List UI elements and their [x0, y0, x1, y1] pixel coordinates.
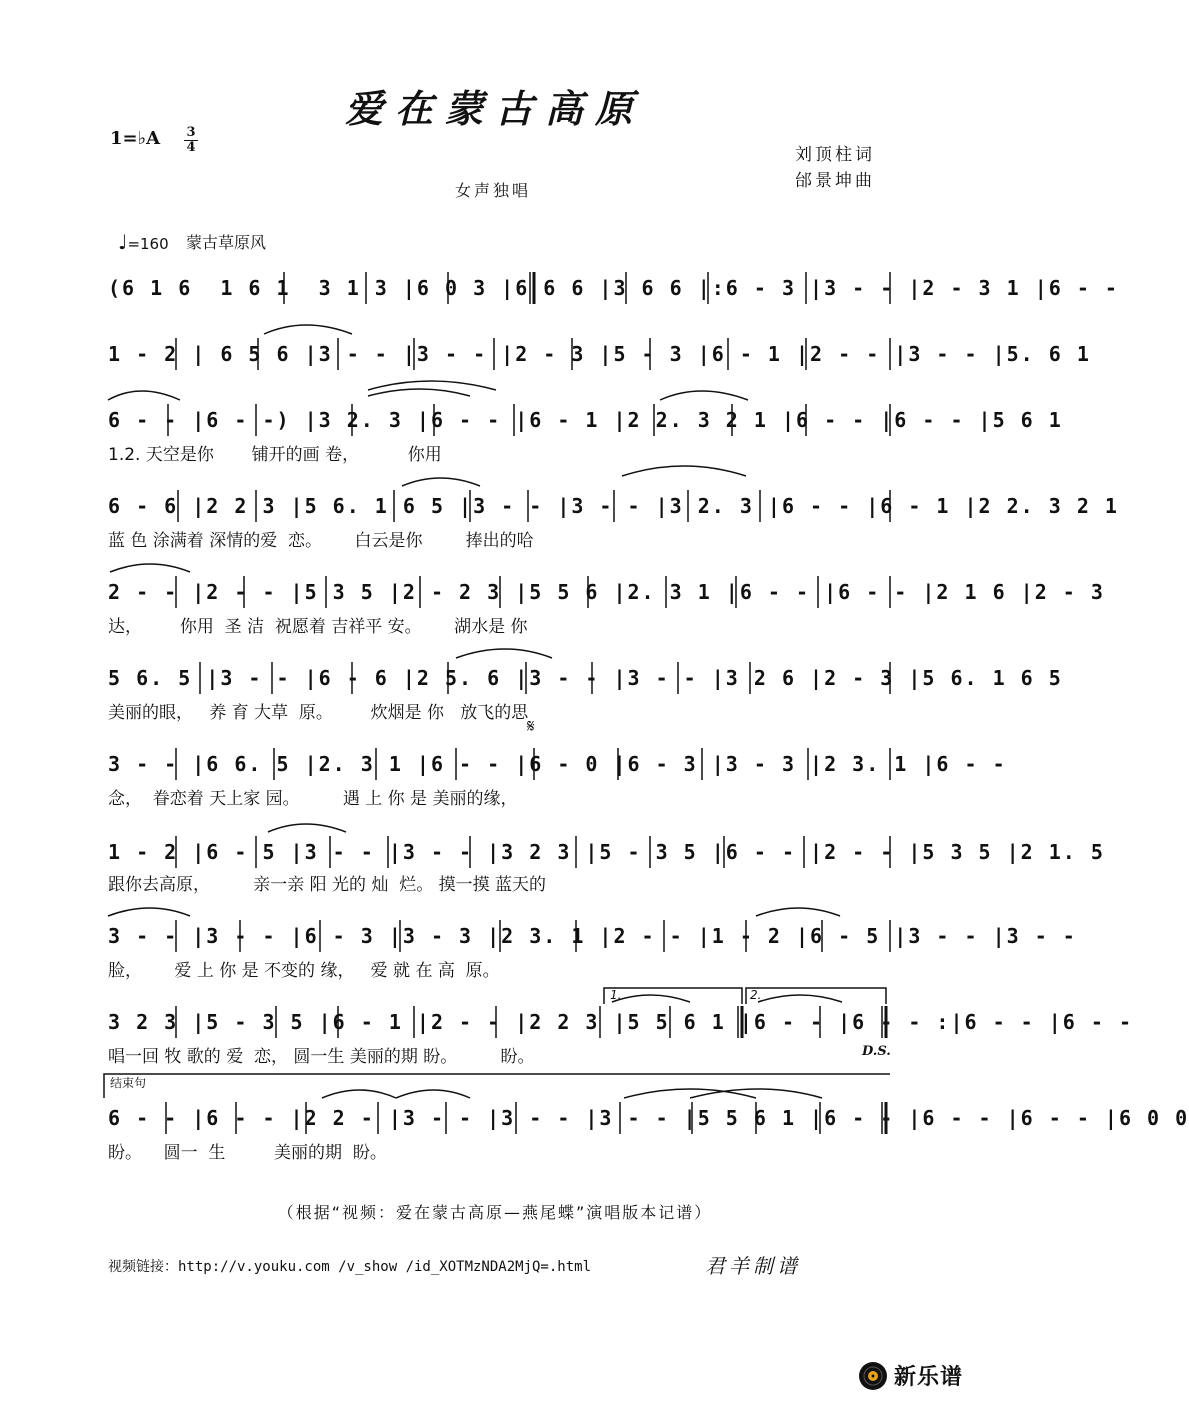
brand-logo [858, 1360, 963, 1391]
lyric-line-9: 脸， 爱 上 你 是 不变的 缘， 爱 就 在 高 原。 [108, 961, 500, 981]
composer-credit: 邰景坤曲 [795, 171, 875, 191]
video-link-label: 视频链接： [108, 1259, 178, 1275]
transcriber-signature: 君羊制谱 [705, 1254, 801, 1278]
volta-second-label: 2. [750, 988, 762, 1002]
score-line-3: 6 - - |6 - -) |3 2. 3 |6 - - |6 - 1 |2 2. 3 2 1 |6 - - |6 - - |5 6 1 [108, 408, 1063, 432]
song-title: 爱在蒙古高原 [344, 86, 645, 131]
vinyl-record-icon [858, 1361, 888, 1391]
lyric-line-3: 1.2. 天空是你 铺开的画 卷， 你用 [108, 445, 442, 465]
lyric-line-5: 达， 你用 圣 洁 祝愿着 吉祥平 安。 湖水是 你 [108, 617, 528, 637]
score-line-7: 3 - - |6 6. 5 |2. 3 1 |6 - - |6 - 0 |6 - 3 |3 - 3 |2 3. 1 |6 - - [108, 752, 1007, 776]
volta-first-label: 1. [610, 988, 622, 1002]
lyric-line-10: 唱一回 牧 歌的 爱 恋， 圆一生 美丽的期 盼。 盼。 [108, 1047, 535, 1067]
tempo-mark [118, 230, 169, 254]
score-line-6: 5 6. 5 |3 - - |6 - 6 |2 5. 6 |3 - - |3 - - |3 2 6 |2 - 3 |5 6. 1 6 5 [108, 666, 1063, 690]
score-line-11: 6 - - |6 - - |2 2 - |3 - - |3 - - |3 - - |5 5 6 1 |6 - - |6 - - |6 - - |6 0 0 [108, 1106, 1189, 1130]
score-line-9: 3 - - |3 - - |6 - 3 |3 - 3 |2 3. 1 |2 - - |1 - 2 |6 - 5 |3 - - |3 - - [108, 924, 1077, 948]
brand-name: 新乐谱 [894, 1365, 964, 1390]
time-sig-bottom: 4 [186, 140, 196, 155]
quarter-note-icon: ♩ [118, 230, 128, 254]
score-line-8: 1 - 2 |6 - 5 |3 - - |3 - - |3 2 3 |5 - 3 5 |6 - - |2 - - |5 3 5 |2 1. 5 [108, 840, 1105, 864]
lyric-line-4: 蓝 色 涂满着 深情的爱 恋。 白云是你 捧出的哈 [108, 531, 534, 551]
score-line-1: (6 1 6 1 6 1 3 1 3 |6 0 3 |6 6 6 |3 6 6 |:6 - 3 |3 - - |2 - 3 1 |6 - - [108, 276, 1119, 300]
ending-label: 结束句 [110, 1076, 147, 1090]
video-link [108, 1256, 591, 1276]
lyric-line-11: 盼。 圆一 生 美丽的期 盼。 [108, 1143, 387, 1163]
segno-sign: 𝄋 [527, 716, 535, 737]
key-signature: 1=♭A [110, 128, 161, 149]
score-line-5: 2 - - |2 - - |5 3 5 |2 - 2 3 |5 5 6 |2. 3 1 |6 - - |6 - - |2 1 6 |2 - 3 [108, 580, 1105, 604]
time-signature [184, 126, 198, 155]
style-mark: 蒙古草原风 [186, 233, 267, 252]
score-line-2: 1 - 2 | 6 5 6 |3 - - |3 - - |2 - 3 |5 - 3 |6 - 1 |2 - - |3 - - |5. 6 1 [108, 342, 1091, 366]
video-link-url[interactable]: http://v.youku.com /v_show /id_XOTMzNDA2MjQ=.html [178, 1259, 592, 1275]
lyric-line-8: 跟你去高原， 亲一亲 阳 光的 灿 烂。 摸一摸 蓝天的 [108, 875, 547, 895]
time-sig-top: 3 [186, 125, 196, 140]
score-line-10: 3 2 3 |5 - 3 5 |6 - 1 |2 - - |2 2 3 |5 5 6 1 |6 - - |6 - - :|6 - - |6 - - [108, 1010, 1133, 1034]
score-line-4: 6 - 6 |2 2 3 |5 6. 1 6 5 |3 - - |3 - - |3 2. 3 |6 - - |6 - 1 |2 2. 3 2 1 [108, 494, 1119, 518]
lyric-line-6: 美丽的眼， 养 育 大草 原。 炊烟是 你 放飞的思 [108, 703, 529, 723]
tempo-value: =160 [127, 235, 169, 253]
lyric-line-7: 念， 眷恋着 天上家 园。 遇 上 你 是 美丽的缘， [108, 789, 518, 809]
performance-type: 女声独唱 [455, 181, 532, 200]
lyricist-credit: 刘顶柱词 [795, 145, 875, 165]
source-note: （根据“视频：爱在蒙古高原—燕尾蝶”演唱版本记谱） [277, 1203, 713, 1222]
dal-segno-mark: D.S. [862, 1044, 891, 1059]
